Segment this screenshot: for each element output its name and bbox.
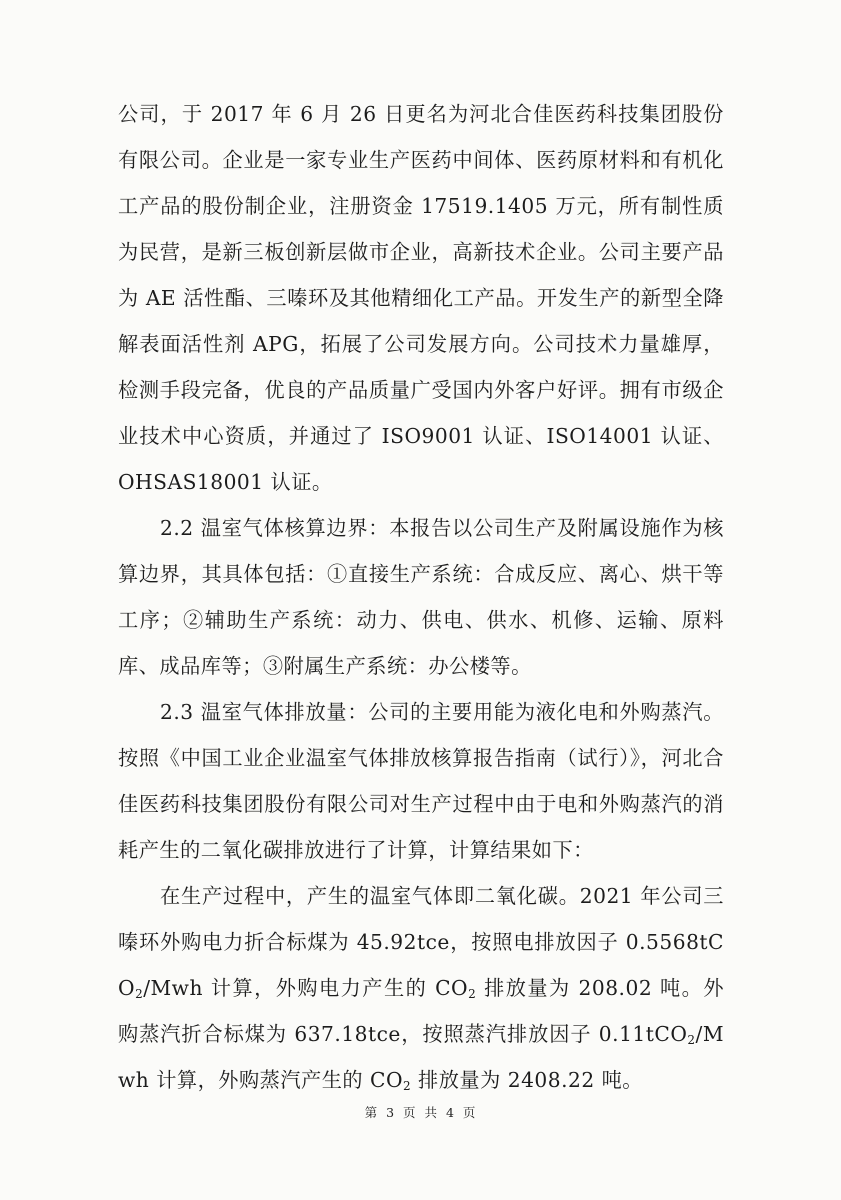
paragraph-emissions-intro: 2.3 温室气体排放量：公司的主要用能为液化电和外购蒸汽。按照《中国工业企业温室气体排放核算报告指南（试行）》，河北合佳医药科技集团股份有限公司对生产过程中由于电和外购蒸汽的消耗产生的二氧化碳排放进行了计算，计算结果如下： [118, 700, 724, 862]
calc-text-5: 排放量为 2408.22 吨。 [411, 1068, 643, 1092]
document-body [118, 91, 724, 1103]
calc-text-1: 在生产过程中，产生的温室气体即二氧化碳。2021 年公司三嗪环外购电力折合标煤为 45.92tce，按照电排放因子 0.5568tCO [118, 884, 724, 1000]
paragraph-emissions-calculation [118, 873, 724, 1103]
subscript-2: 2 [687, 1033, 696, 1047]
subscript-2: 2 [135, 987, 144, 1001]
calc-text-2: /Mwh 计算，外购电力产生的 CO [143, 976, 469, 1000]
subscript-2: 2 [468, 987, 477, 1001]
paragraph-company-profile: 公司，于 2017 年 6 月 26 日更名为河北合佳医药科技集团股份有限公司。企业是一家专业生产医药中间体、医药原材料和有机化工产品的股份制企业，注册资金 17519.1405 万元，所有制性质为民营，是新三板创新层做市企业，高新技术企业。公司主要产品为 AE 活性酯、三嗪环及其他精细化工产品。开发生产的新型全降解表面活性剂 APG，拓展了公司发展方向。公司技术力量雄厚，检测手段完备，优良的产品质量广受国内外客户好评。拥有市级企业技术中心资质，并通过了 ISO9001 认证、ISO14001 认证、OHSAS18001 认证。 [118, 102, 724, 494]
page-number-footer: 第 3 页 共 4 页 [364, 1105, 477, 1120]
paragraph-accounting-boundary: 2.2 温室气体核算边界：本报告以公司生产及附属设施作为核算边界，其具体包括：①直接生产系统：合成反应、离心、烘干等工序；②辅助生产系统：动力、供电、供水、机修、运输、原料库、成品库等；③附属生产系统：办公楼等。 [118, 516, 724, 678]
calc-text-3: 排放量为 208.02 吨。外购蒸汽折合标煤为 637.18tce，按照蒸汽排放因子 0.11tCO [118, 976, 725, 1046]
subscript-2: 2 [403, 1079, 412, 1093]
calc-text-4: /Mwh 计算，外购蒸汽产生的 CO [118, 1022, 724, 1092]
